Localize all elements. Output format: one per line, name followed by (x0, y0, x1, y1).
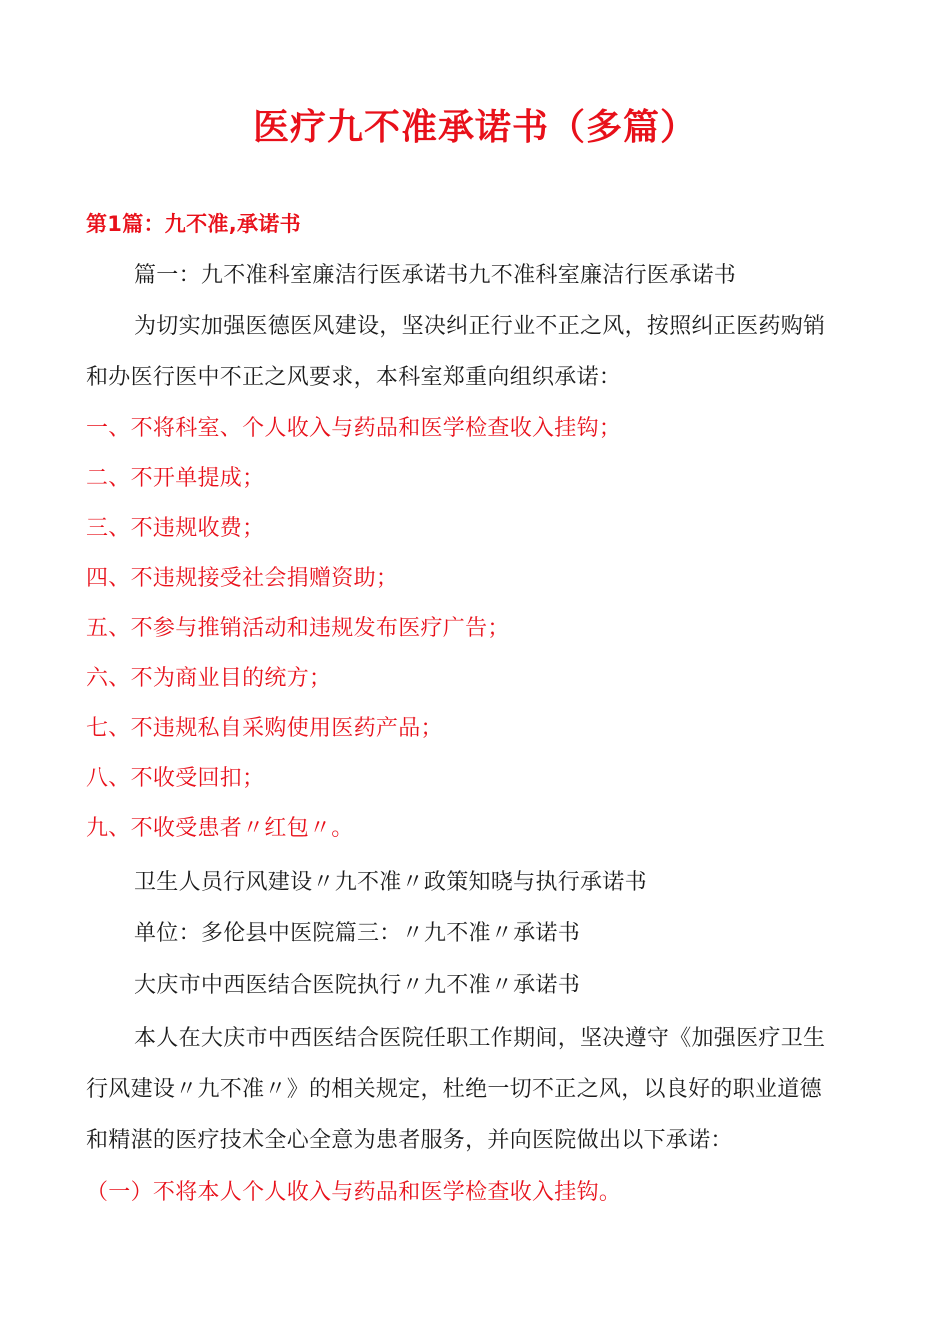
hospital-line: 大庆市中西医结合医院执行〃九不准〃承诺书 (134, 973, 581, 998)
pledge-item: 七、不违规私自采购使用医药产品； (86, 716, 443, 741)
pledge-item: 一、不将科室、个人收入与药品和医学检查收入挂钩； (86, 416, 622, 441)
unit-line: 单位：多伦县中医院篇三：〃九不准〃承诺书 (134, 921, 581, 946)
pledge-item: 二、不开单提成； (86, 466, 265, 491)
pledge-item: 五、不参与推销活动和违规发布医疗广告； (86, 616, 510, 641)
commitment-item: （一）不将本人个人收入与药品和医学检查收入挂钩。 (86, 1180, 622, 1205)
policy-line: 卫生人员行风建设〃九不准〃政策知晓与执行承诺书 (134, 870, 647, 895)
section-heading: 第1篇：九不准,承诺书 (86, 212, 301, 236)
document-title: 医疗九不准承诺书（多篇） (252, 107, 697, 148)
pledge-item: 四、不违规接受社会捐赠资助； (86, 566, 399, 591)
pledge-item: 六、不为商业目的统方； (86, 666, 332, 691)
body-paragraph-line-1: 本人在大庆市中西医结合医院任职工作期间，坚决遵守《加强医疗卫生 (134, 1026, 826, 1051)
intro-paragraph-line-2: 和办医行医中不正之风要求，本科室郑重向组织承诺： (86, 365, 622, 390)
piece-heading: 篇一：九不准科室廉洁行医承诺书九不准科室廉洁行医承诺书 (134, 263, 737, 288)
intro-paragraph-line-1: 为切实加强医德医风建设，坚决纠正行业不正之风，按照纠正医药购销 (134, 314, 826, 339)
pledge-item: 八、不收受回扣； (86, 766, 265, 791)
pledge-item: 三、不违规收费； (86, 516, 265, 541)
body-paragraph-line-2: 行风建设〃九不准〃》的相关规定，杜绝一切不正之风，以良好的职业道德 (86, 1077, 822, 1102)
body-paragraph-line-3: 和精湛的医疗技术全心全意为患者服务，并向医院做出以下承诺： (86, 1128, 733, 1153)
pledge-item: 九、不收受患者〃红包〃。 (86, 816, 354, 841)
